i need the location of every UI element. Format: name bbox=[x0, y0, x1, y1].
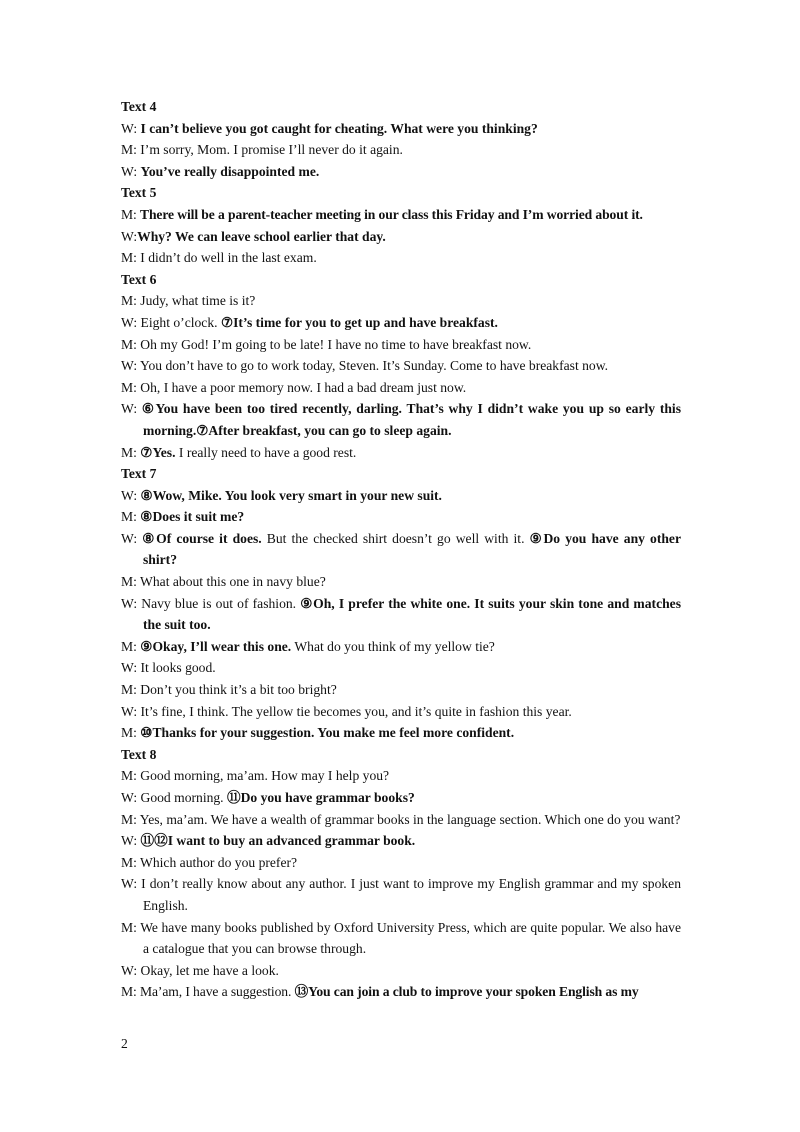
dialogue-line: M: ⑨Okay, I’ll wear this one. What do you think of my yellow tie? bbox=[121, 638, 495, 654]
dialogue-line: M: ⑧Does it suit me? bbox=[121, 509, 245, 525]
dialogue-line: M: Don’t you think it’s a bit too bright? bbox=[121, 682, 337, 698]
dialogue-line: W: Good morning. ⑪Do you have grammar books? bbox=[121, 790, 415, 805]
dialogue-line: M: Judy, what time is it? bbox=[121, 293, 256, 309]
dialogue-line: M: Ma’am, I have a suggestion. ⑬You can join a club to improve your spoken English as my bbox=[121, 984, 639, 1000]
section-heading: Text 8 bbox=[121, 746, 157, 762]
dialogue-line: M: There will be a parent-teacher meeting in our class this Friday and I’m worried about it. bbox=[121, 206, 643, 222]
dialogue-line: W: I can’t believe you got caught for cheating. What were you thinking? bbox=[121, 120, 538, 136]
dialogue-line: M: I’m sorry, Mom. I promise I’ll never do it again. bbox=[121, 142, 403, 158]
transcript-page bbox=[121, 96, 681, 1003]
dialogue-line: M: Which author do you prefer? bbox=[121, 854, 298, 870]
dialogue-line: W: ⑪⑫I want to buy an advanced grammar book. bbox=[121, 833, 416, 849]
dialogue-line: M: I didn’t do well in the last exam. bbox=[121, 250, 317, 266]
section-heading: Text 7 bbox=[121, 466, 157, 482]
section-heading: Text 5 bbox=[121, 185, 157, 201]
dialogue-line: W: I don’t really know about any author. I just want to improve my English grammar and my spoken English. bbox=[121, 876, 681, 913]
section-heading: Text 4 bbox=[121, 99, 157, 114]
dialogue-line: W: You’ve really disappointed me. bbox=[121, 163, 320, 179]
dialogue-line: M: ⑦Yes. I really need to have a good rest. bbox=[121, 444, 357, 460]
dialogue-line: M: Yes, ma’am. We have a wealth of grammar books in the language section. Which one do you want? bbox=[121, 811, 681, 827]
dialogue-line: M: Oh, I have a poor memory now. I had a bad dream just now. bbox=[121, 379, 467, 395]
dialogue-line: W: Eight o’clock. ⑦It’s time for you to get up and have breakfast. bbox=[121, 314, 498, 330]
dialogue-line: M: What about this one in navy blue? bbox=[121, 574, 326, 590]
dialogue-line: M: Oh my God! I’m going to be late! I have no time to have breakfast now. bbox=[121, 336, 532, 352]
dialogue-line: W: It looks good. bbox=[121, 660, 216, 676]
dialogue-line: M: We have many books published by Oxford University Press, which are quite popular. We also have a catalogue that you can browse through. bbox=[121, 919, 681, 957]
dialogue-line: M: ⑩Thanks for your suggestion. You make me feel more confident. bbox=[121, 725, 515, 741]
dialogue-line: W: You don’t have to go to work today, Steven. It’s Sunday. Come to have breakfast now. bbox=[121, 358, 609, 374]
dialogue-line: W: Okay, let me have a look. bbox=[121, 962, 279, 978]
dialogue-line: W: It’s fine, I think. The yellow tie becomes you, and it’s quite in fashion this year. bbox=[121, 703, 572, 719]
dialogue-line: M: Good morning, ma’am. How may I help you? bbox=[121, 768, 390, 784]
section-heading: Text 6 bbox=[121, 271, 157, 287]
dialogue-line: W: ⑧Of course it does. But the checked shirt doesn’t go well with it. ⑨Do you have any other shirt? bbox=[121, 530, 681, 568]
page-number: 2 bbox=[121, 1036, 128, 1051]
dialogue-line: W:Why? We can leave school earlier that day. bbox=[121, 228, 386, 244]
dialogue-line: W: Navy blue is out of fashion. ⑨Oh, I prefer the white one. It suits your skin tone and matches the suit too. bbox=[121, 595, 681, 633]
dialogue-line: W: ⑥You have been too tired recently, darling. That’s why I didn’t wake you up so early this morning.⑦After breakfast, you can go to sleep again. bbox=[121, 401, 681, 438]
dialogue-line: W: ⑧Wow, Mike. You look very smart in your new suit. bbox=[121, 487, 442, 503]
